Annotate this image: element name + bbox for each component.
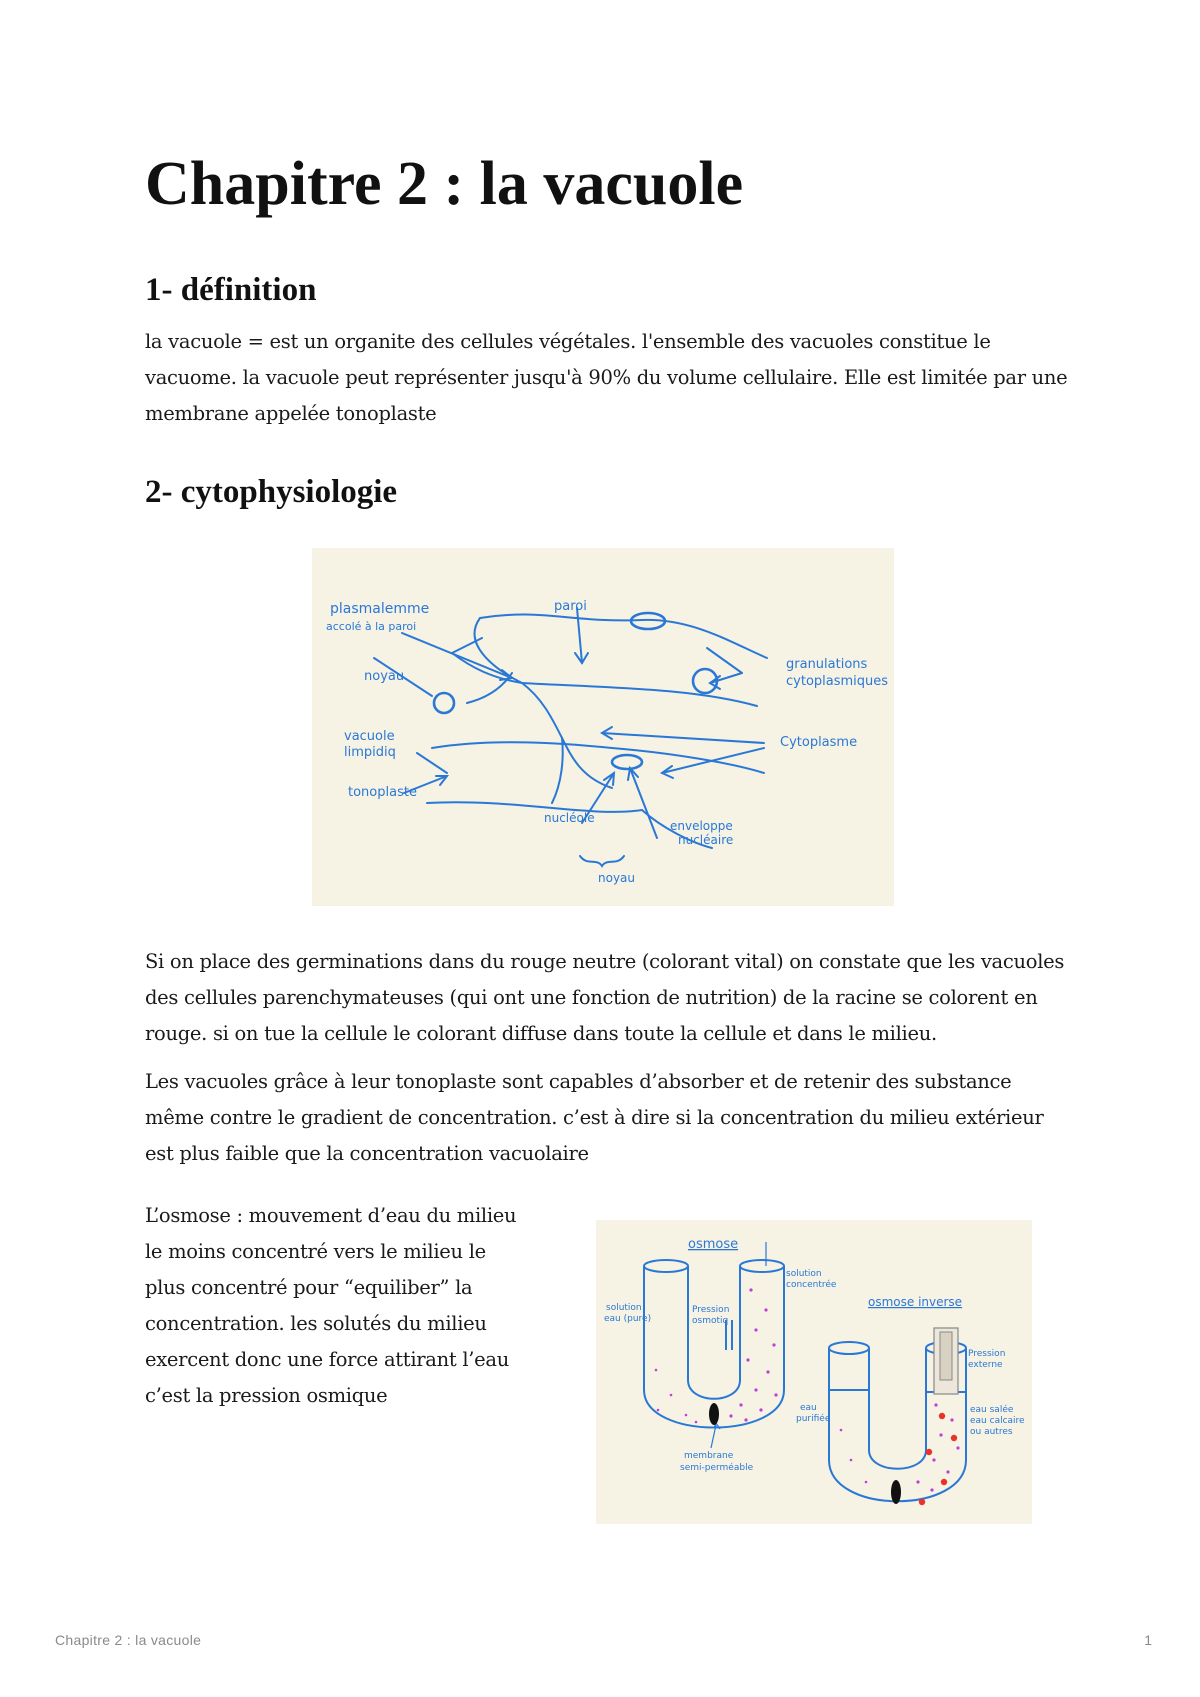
label-solution-concentree: solution: [786, 1269, 822, 1279]
label-nucleole: nucléole: [544, 811, 595, 825]
label-granulations: granulations: [786, 657, 868, 672]
label-eau-pure: eau (pure): [604, 1314, 652, 1324]
label-osmotiq: osmotiq: [692, 1316, 729, 1326]
label-noyau-bottom: noyau: [598, 871, 636, 885]
label-membrane: membrane: [684, 1451, 734, 1461]
page-title: Chapitre 2 : la vacuole: [145, 150, 744, 218]
label-purifiee: purifiée: [796, 1414, 831, 1424]
label-semi-permeable: semi-perméable: [680, 1463, 754, 1473]
osmosis-diagram-drawing: [596, 1220, 1032, 1524]
label-eau-purifiee: eau: [800, 1403, 817, 1413]
label-noyau: noyau: [364, 669, 405, 684]
label-osmose-inverse: osmose inverse: [868, 1295, 963, 1309]
label-pression-externe: Pression: [968, 1349, 1006, 1359]
label-osmose: osmose: [688, 1237, 739, 1252]
label-externe: externe: [968, 1360, 1003, 1370]
label-cytoplasmiques: cytoplasmiques: [786, 674, 889, 689]
osmosis-paragraph: L’osmose : mouvement d’eau du milieu le moins concentré vers le milieu le plus concentré pour “equiliber” la concentration. les solutés du milieu exercent donc une force attirant l’eau c’est la pression osmique: [145, 1204, 517, 1407]
osmosis-diagram-figure: [596, 1220, 1032, 1524]
definition-paragraph: la vacuole = est un organite des cellules végétales. l'ensemble des vacuoles constitue le vacuome. la vacuole peut représenter jusqu'à 90% du volume cellulaire. Elle est limitée par une membrane appelée tonoplaste: [145, 330, 1068, 425]
label-cytoplasme: Cytoplasme: [780, 735, 858, 750]
label-eau-calcaire: eau calcaire: [970, 1416, 1025, 1426]
section-heading-cytophysiologie: 2- cytophysiologie: [145, 474, 398, 510]
label-plasmalemme: plasmalemme: [330, 601, 430, 617]
label-eau-salee: eau salée: [970, 1405, 1014, 1415]
label-tonoplaste: tonoplaste: [348, 785, 417, 800]
tonoplast-paragraph: Les vacuoles grâce à leur tonoplaste sont capables d’absorber et de retenir des substance même contre le gradient de concentration. c’est à dire si la concentration du milieu extérieur est plus faible que la concentration vacuolaire: [145, 1070, 1044, 1165]
label-vacuole: vacuole: [344, 729, 395, 744]
label-ou-autres: ou autres: [970, 1427, 1013, 1437]
footer-title: Chapitre 2 : la vacuole: [55, 1632, 202, 1648]
label-concentree: concentrée: [786, 1280, 837, 1290]
page-number: 1: [1144, 1632, 1152, 1648]
cell-diagram-drawing: [312, 548, 894, 906]
section-heading-definition: 1- définition: [145, 272, 317, 308]
label-solution-pure: solution: [606, 1303, 642, 1313]
label-enveloppe: enveloppe: [670, 819, 733, 833]
label-paroi: paroi: [554, 599, 587, 614]
label-pression-osmotique: Pression: [692, 1305, 730, 1315]
cell-diagram-figure: [312, 548, 894, 906]
label-nucleaire: nucléaire: [678, 833, 734, 847]
germination-paragraph: Si on place des germinations dans du rouge neutre (colorant vital) on constate que les vacuoles des cellules parenchymateuses (qui ont une fonction de nutrition) de la racine se colorent en rouge. si on tue la cellule le colorant diffuse dans toute la cellule et dans le milieu.: [145, 950, 1065, 1045]
label-accole: accolé à la paroi: [326, 620, 417, 633]
label-limpidiq: limpidiq: [344, 745, 396, 760]
